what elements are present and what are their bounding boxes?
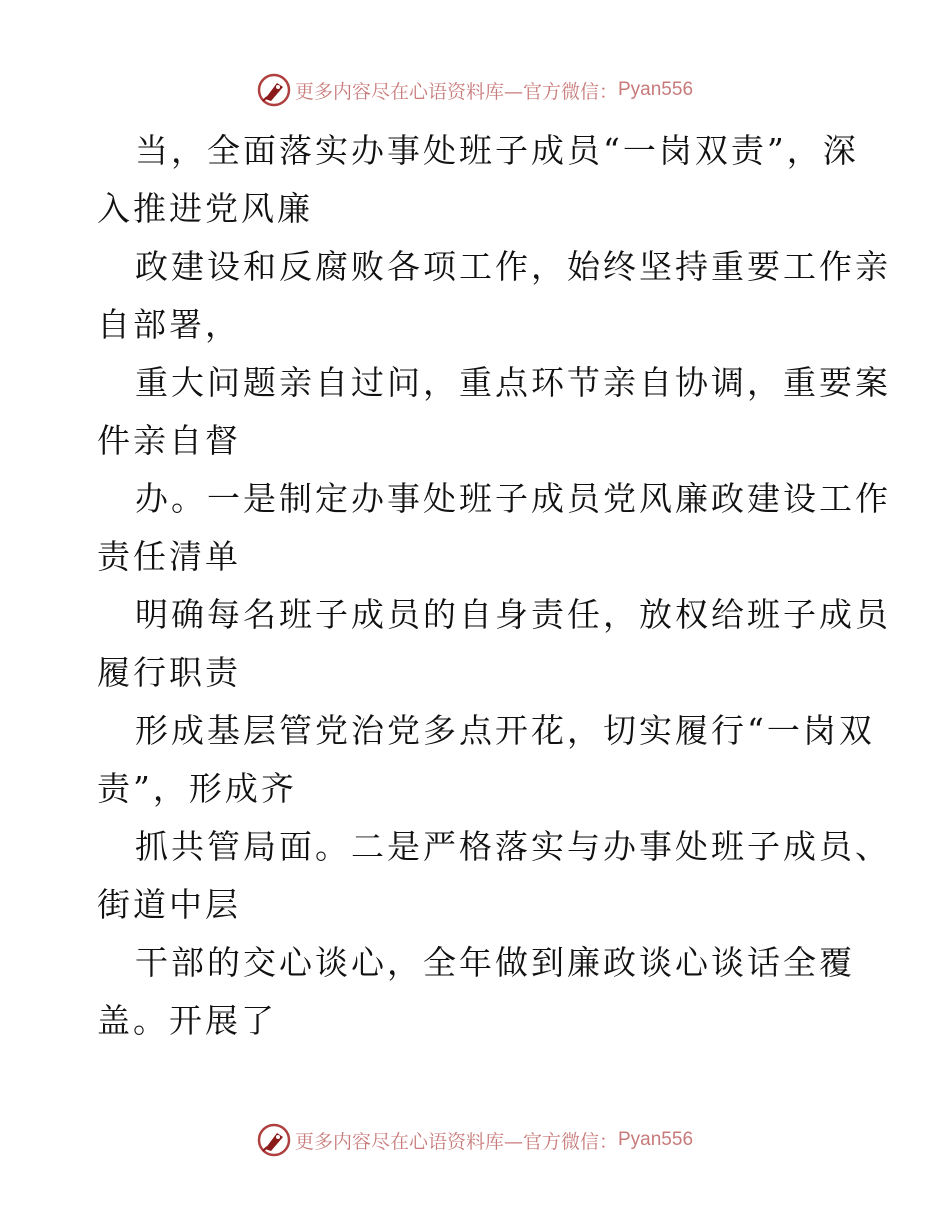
body-text-line: 自部署，: [97, 305, 241, 344]
body-text-line: 盖。开展了: [97, 1001, 277, 1040]
body-text-line: 形成基层管党治党多点开花，切实履行“一岗双: [135, 711, 875, 750]
body-text-line: 政建设和反腐败各项工作，始终坚持重要工作亲: [135, 247, 891, 286]
body-text-line: 办。一是制定办事处班子成员党风廉政建设工作: [135, 479, 891, 518]
header-banner-handle: Pyan556: [618, 79, 694, 100]
body-text-line: 当，全面落实办事处班子成员“一岗双责”，深: [135, 131, 859, 170]
header-banner-text: 更多内容尽在心语资料库—官方微信：: [294, 80, 618, 103]
body-text-line: 入推进党风廉: [97, 189, 313, 228]
body-text-line: 件亲自督: [97, 421, 241, 460]
body-text-line: 抓共管局面。二是严格落实与办事处班子成员、: [135, 827, 891, 866]
body-text-line: 明确每名班子成员的自身责任，放权给班子成员: [135, 595, 891, 634]
body-text-line: 街道中层: [97, 885, 241, 924]
body-text-line: 履行职责: [97, 653, 241, 692]
page-header-banner: [0, 70, 950, 110]
footer-banner-text: 更多内容尽在心语资料库—官方微信：: [294, 1130, 618, 1153]
body-text-line: 重大问题亲自过问，重点环节亲自协调，重要案: [135, 363, 891, 402]
pen-nib-logo-icon: [257, 1123, 291, 1157]
footer-banner-handle: Pyan556: [618, 1129, 694, 1150]
pen-nib-logo-icon: [257, 73, 291, 107]
document-body: [97, 122, 891, 1050]
page-footer-banner: [0, 1120, 950, 1160]
body-text-line: 责”，形成齐: [97, 769, 297, 808]
body-text-line: 干部的交心谈心，全年做到廉政谈心谈话全覆: [135, 943, 855, 982]
body-text-line: 责任清单: [97, 537, 241, 576]
